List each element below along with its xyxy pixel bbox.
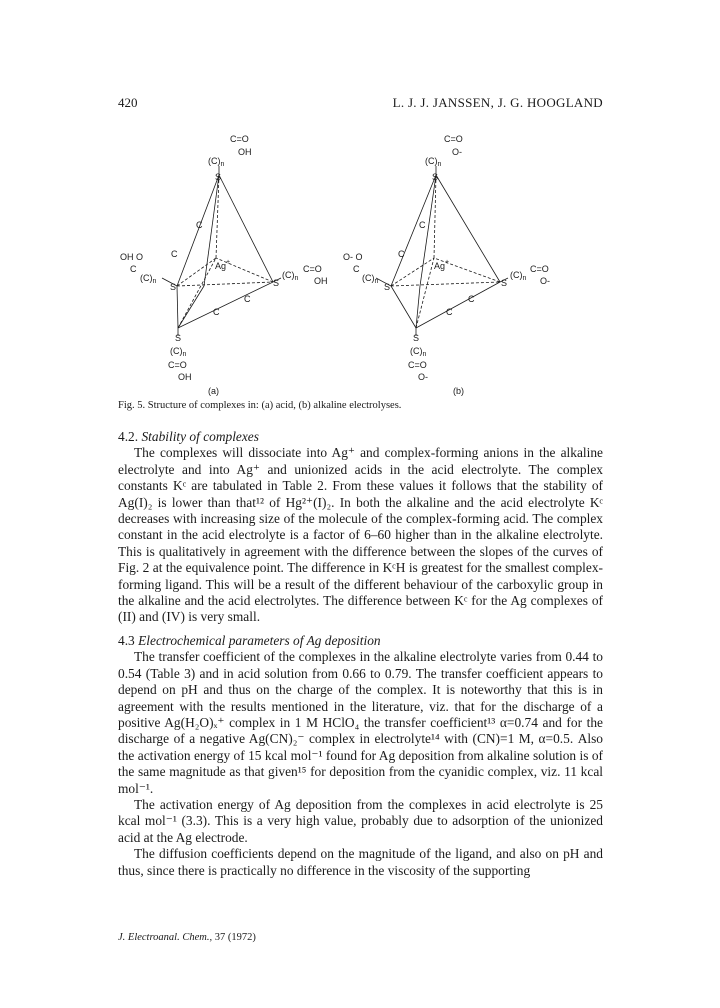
sulfur-bottom-a: S	[175, 333, 182, 343]
sulfur-bottom-b: S	[413, 333, 420, 343]
o-minus-bottom-b: O-	[418, 372, 428, 382]
section-heading: 4.2. Stability of complexes	[118, 429, 259, 444]
journal-footer	[118, 932, 256, 943]
carbon-left-a: C	[196, 220, 203, 230]
sulfur-left-a: S	[170, 282, 177, 292]
o-minus-top-b: O-	[452, 147, 462, 157]
carbon-bottom2-a: C	[213, 307, 220, 317]
section-heading: 4.3 Electrochemical parameters of Ag deposition	[118, 633, 381, 648]
carbonyl-left-b: C	[353, 264, 360, 274]
chain-top-a: $(C)_n$	[208, 156, 225, 168]
carbon-bottom-a: C	[244, 294, 251, 304]
carbonyl-top-a: C=O	[230, 134, 249, 144]
silver-center-b: Ag+	[434, 259, 450, 271]
chain-bottom-b: $(C)_n$	[410, 346, 427, 358]
carbonyl-left-a: C	[130, 264, 137, 274]
panel-a-atom-labels	[120, 134, 328, 396]
oh-right-a: OH	[314, 276, 328, 286]
chain-top-b: $(C)_n$	[425, 156, 442, 168]
panel-a-tetrahedron	[162, 166, 281, 336]
panel-b-tetrahedron	[376, 166, 508, 336]
chain-right-b: $(C)_n$	[510, 270, 527, 282]
carbonyl-top-b: C=O	[444, 134, 463, 144]
sulfur-top-a: S	[215, 172, 222, 182]
carbon-bottom-b: C	[468, 294, 475, 304]
paragraph: The transfer coefficient of the complexes in the alkaline electrolyte varies from 0.44 to 0.54 (Table 3) and in acid solution from 0.66 to 0.79. The transfer coefficient appears to depend on pH and thus on the charge of the complex. It is noteworthy that this is in agreement with the results mentioned in the literature, viz. that for the discharge of a positive Ag(H₂O)ₓ⁺ complex in 1 M HClO₄ the transfer coefficient¹³ α=0.74 and for the discharge of a negative Ag(CN)₂⁻ complex in electrolyte¹⁴ with (CN)=1 M, α=0.5. Also the activation energy of 15 kcal mol⁻¹ found for Ag deposition from alkaline solution is of the same magnitude as that given¹⁵ for deposition from the cyanidic complex, viz. 11 kcal mol⁻¹.	[118, 649, 603, 796]
paragraph: The diffusion coefficients depend on the magnitude of the ligand, and also on pH and thus, since there is practically no difference in the viscosity of the supporting	[118, 846, 603, 878]
carbon-left2-a: C	[171, 249, 178, 259]
sulfur-right-b: S	[501, 278, 508, 288]
chain-right-a: $(C)_n$	[282, 270, 299, 282]
running-head-authors: L. J. J. JANSSEN, J. G. HOOGLAND	[392, 95, 603, 110]
paragraph: The activation energy of Ag deposition from the complexes in acid electrolyte is 25 kcal mol⁻¹ (3.3). This is a very high value, probably due to adsorption of the unionized acid at the Ag electrode.	[118, 797, 603, 845]
page-number: 420	[118, 95, 138, 110]
carbon-left-b: C	[419, 220, 426, 230]
carbonyl-bottom-a: C=O	[168, 360, 187, 370]
journal-volume: 37 (1972)	[214, 932, 256, 943]
complex-structure-diagram	[118, 128, 603, 396]
chain-left-b: $(C)_n$	[362, 273, 379, 285]
panel-a-label: (a)	[208, 386, 219, 396]
carbonyl-right-a: C=O	[303, 264, 322, 274]
sulfur-left-b: S	[384, 282, 391, 292]
carbonyl-bottom-b: C=O	[408, 360, 427, 370]
section-4-3	[118, 633, 603, 879]
section-4-2	[118, 429, 603, 626]
carbon-bottom2-b: C	[446, 307, 453, 317]
panel-b-label: (b)	[453, 386, 464, 396]
oh-top-a: OH	[238, 147, 252, 157]
chain-left-a: $(C)_n$	[140, 273, 157, 285]
panel-b-atom-labels	[343, 134, 550, 396]
sulfur-top-b: S	[432, 172, 439, 182]
paragraph: The complexes will dissociate into Ag⁺ and complex-forming anions in the alkaline electrolyte and into Ag⁺ and unionized acids in the acid electrolyte. The complex constants Kᶜ are tabulated in Table 2. From these values it follows that the stability of Ag(I)₂ is lower than that¹² of Hg²⁺(I)₂. In both the alkaline and the acid electrolyte Kᶜ decreases with increasing size of the molecule of the complex-forming acid. The complex constant in the acid electrolyte is a factor of 6–60 higher than in the alkaline electrolyte. This is qualitatively in agreement with the difference between the slopes of the curves of Fig. 2 at the equivalence point. The difference in KᶜH is greatest for the smallest complex-forming ligand. This will be a result of the different behaviour of the carboxylic group in the alkaline and the acid electrolytes. The difference between Kᶜ for the Ag complexes of (II) and (IV) is very small.	[118, 445, 603, 625]
oh-o-left-a: OH O	[120, 252, 144, 262]
journal-name: J. Electroanal. Chem.,	[118, 932, 213, 943]
silver-center-a: Ag+	[215, 259, 231, 271]
oh-bottom-a: OH	[178, 372, 192, 382]
o-minus-right-b: O-	[540, 276, 550, 286]
chain-bottom-a: $(C)_n$	[170, 346, 187, 358]
carbonyl-right-b: C=O	[530, 264, 549, 274]
figure-caption: Fig. 5. Structure of complexes in: (a) acid, (b) alkaline electrolyses.	[118, 400, 402, 411]
running-header	[118, 95, 603, 115]
figure-5	[118, 128, 603, 396]
sulfur-right-a: S	[273, 278, 280, 288]
carbon-left2-b: C	[398, 249, 405, 259]
o-minus-o-left-b: O- O	[343, 252, 363, 262]
